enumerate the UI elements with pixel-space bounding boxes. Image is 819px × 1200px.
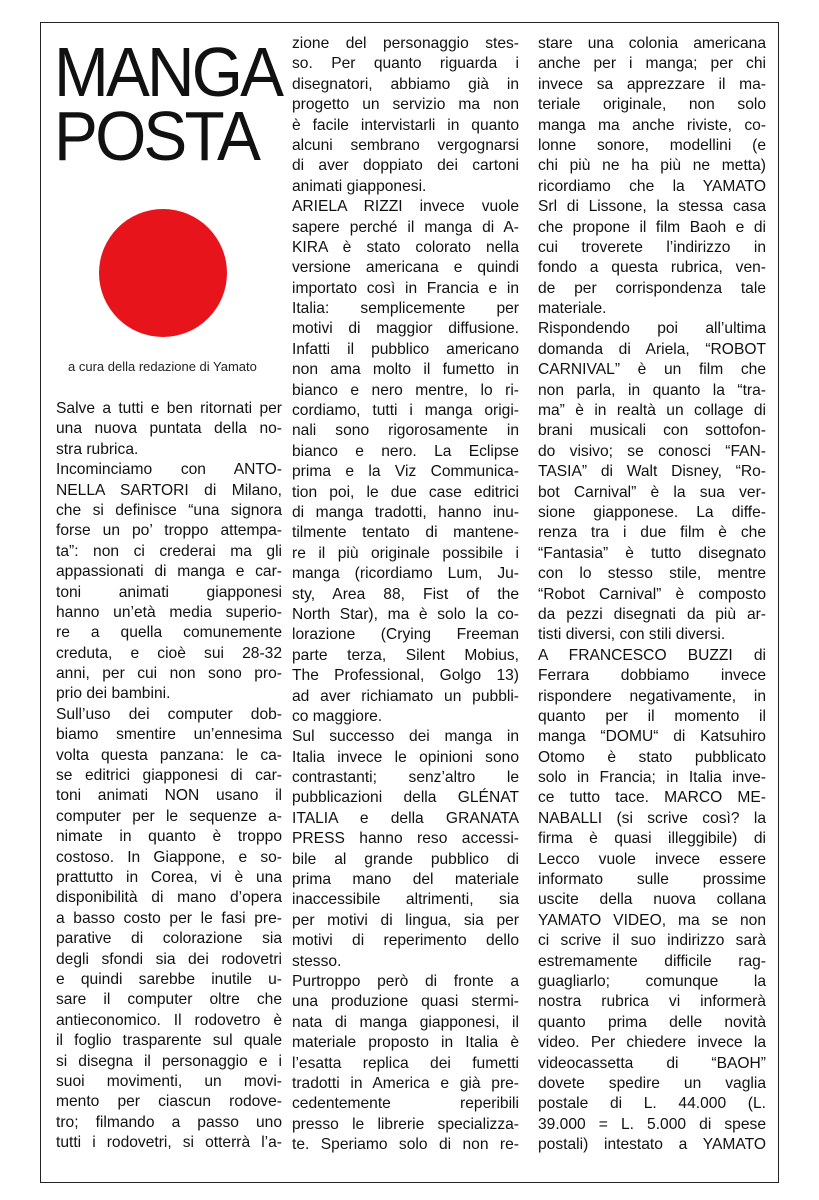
text-line: “Robot Carnival” è composto bbox=[538, 585, 766, 603]
text-line: versione americana e quindi bbox=[292, 259, 519, 277]
text-line: 39.000 = L. 5.000 di spese bbox=[538, 1115, 766, 1133]
text-line: antieconomico. Il rodovetro è bbox=[56, 1011, 282, 1029]
text-line: che propone il film Baoh e di bbox=[538, 218, 766, 236]
text-line: stesso. bbox=[292, 952, 342, 970]
text-line: motivi di maggior diffusione. bbox=[292, 320, 519, 338]
text-line: pubblicazioni della GLÉNAT bbox=[292, 789, 519, 807]
text-line: ta”: non ci crederai ma gli bbox=[56, 542, 282, 560]
text-line: do visivo; se conosci “FAN- bbox=[538, 442, 766, 460]
text-line: volta questa panzana: le ca- bbox=[56, 746, 282, 764]
text-line: per motivi di lingua, sia per bbox=[292, 911, 519, 929]
text-line: sapere perché il manga di A- bbox=[292, 218, 519, 236]
text-line: hanno un’età media superio- bbox=[56, 603, 282, 621]
text-line: ricordiamo che la YAMATO bbox=[538, 177, 766, 195]
text-line: anni, per cui non sono pro- bbox=[56, 665, 282, 683]
text-line: toni animati NON usano il bbox=[56, 787, 282, 805]
text-line: disegnatori, abbiamo già in bbox=[292, 75, 519, 93]
text-line: rispondere negativamente, in bbox=[538, 687, 766, 705]
text-line: prattutto in Corea, vi è una bbox=[56, 868, 282, 886]
text-line: tilmente tentato di mantene- bbox=[292, 524, 519, 542]
text-line: toni animati giapponesi bbox=[56, 583, 282, 601]
text-line: prio dei bambini. bbox=[56, 685, 171, 703]
text-line: brani musicali con sottofon- bbox=[538, 422, 766, 440]
text-line: tro; filmando a passo uno bbox=[56, 1113, 282, 1131]
text-line: bianco e nero. La Eclipse bbox=[292, 442, 519, 460]
text-line: guagliarlo; comunque la bbox=[538, 972, 766, 990]
text-line: Rispondendo poi all’ultima bbox=[538, 320, 766, 338]
text-line: renza tra i due film è che bbox=[538, 524, 766, 542]
text-line: a basso costo per le fasi pre- bbox=[56, 909, 282, 927]
text-line: dovete spedire un vaglia bbox=[538, 1074, 766, 1092]
text-line: ce tutto tace. MARCO ME- bbox=[538, 789, 766, 807]
text-line: Sul successo dei manga in bbox=[292, 728, 519, 746]
text-line: domanda di Ariela, “ROBOT bbox=[538, 340, 766, 358]
text-line: sare il computer oltre che bbox=[56, 991, 282, 1009]
text-column-1 bbox=[56, 399, 282, 1153]
text-line: con lo stesso stile, mentre bbox=[538, 565, 766, 583]
text-line: non ama molto il fumetto in bbox=[292, 361, 519, 379]
text-line: contrastanti; senz’altro le bbox=[292, 769, 519, 787]
text-line: è facile intervistarli in quanto bbox=[292, 116, 519, 134]
text-line: ci scrive il suo indirizzo sarà bbox=[538, 932, 766, 950]
text-line: zione del personaggio stes- bbox=[292, 35, 519, 52]
text-line: A FRANCESCO BUZZI di bbox=[538, 646, 766, 664]
text-line: quanto per il momento il bbox=[538, 707, 766, 725]
text-line: parte terza, Silent Mobius, bbox=[292, 646, 519, 664]
text-line: inaccessibile altrimenti, sia bbox=[292, 891, 519, 909]
text-line: Sull’uso dei computer dob- bbox=[56, 705, 282, 723]
text-line: creduta, e cioè sui 28-32 bbox=[56, 644, 282, 662]
text-line: stare una colonia americana bbox=[538, 35, 766, 52]
text-line: Infatti il pubblico americano bbox=[292, 340, 519, 358]
text-line: suoi movimenti, un movi- bbox=[56, 1072, 282, 1090]
text-line: stra rubrica. bbox=[56, 440, 139, 458]
text-line: Lecco vuole invece essere bbox=[538, 850, 766, 868]
text-line: bile al grande pubblico di bbox=[292, 850, 519, 868]
text-line: prima mano del materiale bbox=[292, 871, 519, 889]
text-line: progetto un servizio ma non bbox=[292, 96, 519, 114]
text-line: invece sa apprezzare il ma- bbox=[538, 75, 766, 93]
text-line: di manga tradotti, hanno inu- bbox=[292, 503, 519, 521]
title-line-2: POSTA bbox=[54, 97, 259, 175]
text-line: e quindi sarebbe inutile u- bbox=[56, 970, 282, 988]
text-line: re il più originale possibile i bbox=[292, 544, 519, 562]
text-line: TASIA” di Walt Disney, “Ro- bbox=[538, 463, 766, 481]
title-line-1: MANGA bbox=[54, 33, 282, 111]
text-line: nostra rubrica vi informerà bbox=[538, 993, 766, 1011]
text-line: manga (ricordiamo Lum, Ju- bbox=[292, 565, 519, 583]
text-line: alcuni sembrano vergognarsi bbox=[292, 136, 519, 154]
text-line: che si definisce “una signora bbox=[56, 501, 282, 519]
text-line: solo in Francia; in Italia inve- bbox=[538, 769, 766, 787]
text-line: bot Carnival” è la sua ver- bbox=[538, 483, 766, 501]
text-line: lonne sonore, modellini (e bbox=[538, 136, 766, 154]
text-line: so. Per quanto riguarda i bbox=[292, 55, 519, 73]
text-line: estremamente difficile rag- bbox=[538, 952, 766, 970]
text-line: se editrici giapponesi di car- bbox=[56, 767, 282, 785]
text-line: biamo smentire un’ennesima bbox=[56, 726, 282, 744]
text-line: Srl di Lissone, la stessa casa bbox=[538, 198, 766, 216]
text-line: postale di L. 44.000 (L. bbox=[538, 1095, 766, 1113]
text-line: uscite della nuova collana bbox=[538, 891, 766, 909]
text-line: Italia invece le opinioni sono bbox=[292, 748, 519, 766]
text-line: bianco e nero mentre, lo ri- bbox=[292, 381, 519, 399]
text-line: de per corrispondenza tale bbox=[538, 279, 766, 297]
text-line: YAMATO VIDEO, ma se non bbox=[538, 911, 766, 929]
text-line: disponibilità di mano d’opera bbox=[56, 889, 282, 907]
text-line: sione giapponese. La diffe- bbox=[538, 503, 766, 521]
text-line: video. Per chiedere invece la bbox=[538, 1034, 766, 1052]
text-line: forse un po’ troppo attempa- bbox=[56, 522, 282, 540]
text-line: te. Speriamo solo di non re- bbox=[292, 1136, 519, 1154]
text-line: computer per le sequenze a- bbox=[56, 807, 282, 825]
text-line: parative di colorazione sia bbox=[56, 930, 282, 948]
text-line: animati giapponesi. bbox=[292, 177, 427, 195]
text-line: materiale proposto in Italia è bbox=[292, 1034, 519, 1052]
text-line: co maggiore. bbox=[292, 707, 383, 725]
column-title bbox=[54, 33, 282, 175]
text-line: videocassetta di “BAOH” bbox=[538, 1054, 766, 1072]
text-line: non parla, in quanto la “tra- bbox=[538, 381, 766, 399]
text-line: nali sono rigorosamente in bbox=[292, 422, 519, 440]
text-line: degli sfondi sia dei rodovetri bbox=[56, 950, 282, 968]
text-line: nimate in quanto è troppo bbox=[56, 828, 282, 846]
text-line: “Fantasia” è tutto disegnato bbox=[538, 544, 766, 562]
text-line: tion poi, le due case editrici bbox=[292, 483, 519, 501]
text-line: motivi di reperimento dello bbox=[292, 932, 519, 950]
text-line: re a quella comunemente bbox=[56, 624, 282, 642]
text-line: costoso. In Giappone, e so- bbox=[56, 848, 282, 866]
text-line: di aver doppiato dei cartoni bbox=[292, 157, 519, 175]
text-line: chi più ne ha più ne metta) bbox=[538, 157, 766, 175]
text-line: sty, Area 88, Fist of the bbox=[292, 585, 519, 603]
text-line: importato così in Francia e in bbox=[292, 279, 519, 297]
text-line: quanto prima delle novità bbox=[538, 1013, 766, 1031]
text-line: teriale originale, non solo bbox=[538, 96, 766, 114]
text-line: materiale. bbox=[538, 300, 607, 318]
text-line: tutti i rodovetri, si otterrà l’a- bbox=[56, 1134, 282, 1152]
text-line: ARIELA RIZZI invece vuole bbox=[292, 198, 519, 216]
text-line: Otomo è stato pubblicato bbox=[538, 748, 766, 766]
text-line: cordiamo, tutti i manga origi- bbox=[292, 402, 519, 420]
text-line: NABALLI (si scrive così? la bbox=[538, 809, 766, 827]
text-line: tradotti in America e già pre- bbox=[292, 1074, 519, 1092]
text-line: Salve a tutti e ben ritornati per bbox=[56, 400, 282, 417]
red-circle-graphic bbox=[99, 209, 227, 337]
text-line: mento per ciascun rodove- bbox=[56, 1093, 282, 1111]
text-line: Purtroppo però di fronte a bbox=[292, 972, 519, 990]
text-line: NELLA SARTORI di Milano, bbox=[56, 481, 282, 499]
text-line: cui troverete l’indirizzo in bbox=[538, 238, 766, 256]
text-line: appassionati di manga e car- bbox=[56, 563, 282, 581]
text-line: The Professional, Golgo 13) bbox=[292, 667, 519, 685]
text-line: North Star), ma è solo la co- bbox=[292, 605, 519, 623]
text-line: ITALIA e della GRANATA bbox=[292, 809, 519, 827]
text-line: anche per i manga; per chi bbox=[538, 55, 766, 73]
text-line: ma” è in realtà un collage di bbox=[538, 402, 766, 420]
editorial-credit: a cura della redazione di Yamato bbox=[68, 359, 257, 374]
text-line: una nuova puntata della no- bbox=[56, 420, 282, 438]
text-line: CARNIVAL” è un film che bbox=[538, 361, 766, 379]
text-line: postali) intestato a YAMATO bbox=[538, 1136, 766, 1154]
text-line: una produzione quasi stermi- bbox=[292, 993, 519, 1011]
text-line: firma è quasi illeggibile) di bbox=[538, 830, 766, 848]
text-line: Italia: semplicemente per bbox=[292, 300, 519, 318]
text-line: fondo a questa rubrica, ven- bbox=[538, 259, 766, 277]
text-line: manga ma anche riviste, co- bbox=[538, 116, 766, 134]
text-column-2 bbox=[292, 34, 519, 1155]
text-line: lorazione (Crying Freeman bbox=[292, 626, 519, 644]
text-line: si disegna il personaggio e i bbox=[56, 1052, 282, 1070]
text-line: presso le librerie specializza- bbox=[292, 1115, 519, 1133]
text-line: Ferrara dobbiamo invece bbox=[538, 667, 766, 685]
text-line: PRESS hanno reso accessi- bbox=[292, 830, 519, 848]
text-line: da pezzi disegnati da più ar- bbox=[538, 605, 766, 623]
text-line: Incominciamo con ANTO- bbox=[56, 461, 282, 479]
text-line: manga “DOMU“ di Katsuhiro bbox=[538, 728, 766, 746]
text-line: nata di manga giapponesi, il bbox=[292, 1013, 519, 1031]
text-column-3 bbox=[538, 34, 766, 1155]
text-line: informato sulle prossime bbox=[538, 871, 766, 889]
text-line: ad aver richiamato un pubbli- bbox=[292, 687, 519, 705]
text-line: il foglio trasparente sul quale bbox=[56, 1032, 282, 1050]
text-line: l’esatta replica dei fumetti bbox=[292, 1054, 519, 1072]
text-line: prima e la Viz Communica- bbox=[292, 463, 519, 481]
text-line: KIRA è stato colorato nella bbox=[292, 238, 519, 256]
text-line: cedentemente reperibili bbox=[292, 1095, 519, 1113]
text-line: tisti diversi, con stili diversi. bbox=[538, 626, 726, 644]
